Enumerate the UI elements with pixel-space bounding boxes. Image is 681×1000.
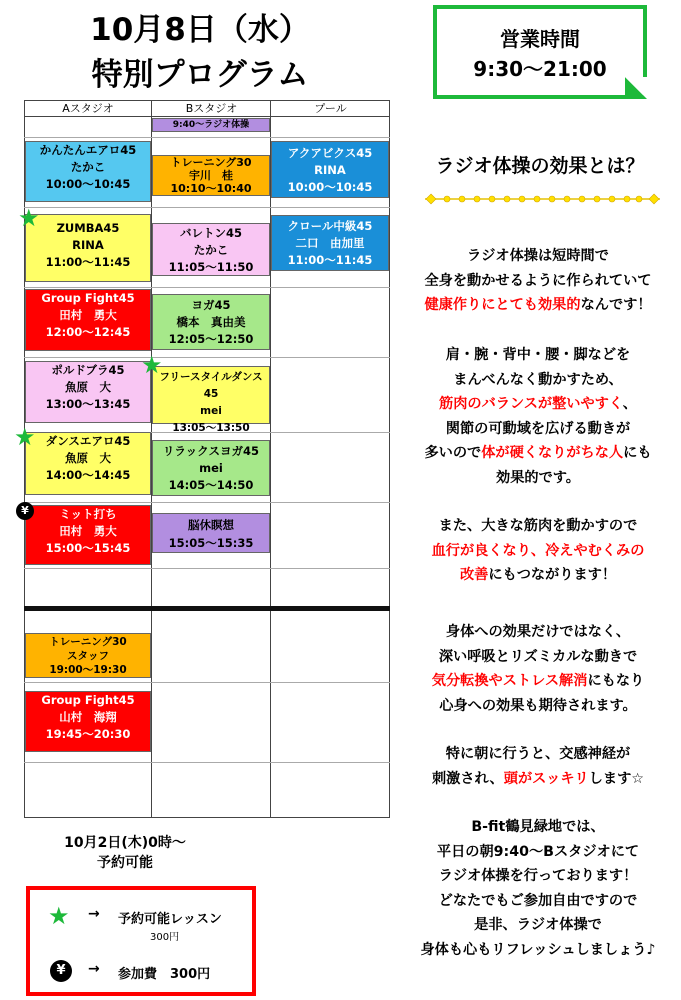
highlight-text: 筋肉のバランスが整いやすく bbox=[439, 396, 623, 412]
article-line: 関節の可動域を広げる動きが bbox=[445, 420, 631, 437]
article-text: 多いので bbox=[424, 445, 482, 461]
hours-time: 9:30〜21:00 bbox=[473, 57, 607, 81]
class-time: 19:00〜19:30 bbox=[49, 664, 127, 676]
yen-icon: ¥ bbox=[50, 960, 72, 982]
class-time: 14:00〜14:45 bbox=[45, 468, 131, 482]
article-line bbox=[388, 293, 681, 318]
article-line: 特に朝に行うと、交感神経が bbox=[445, 746, 631, 762]
hour-line bbox=[24, 502, 390, 503]
class-name: 脳休瞑想 bbox=[188, 518, 234, 532]
article-line: 心身への効果も期待されます。 bbox=[439, 697, 637, 714]
class-instructor: mei bbox=[200, 405, 222, 417]
article-line bbox=[388, 392, 681, 417]
article-line: 身体も心もリフレッシュしましょう♪ bbox=[420, 941, 656, 958]
legend-box bbox=[26, 886, 256, 996]
hour-line bbox=[24, 357, 390, 358]
article-line: ラジオ体操は短時間で bbox=[467, 248, 609, 264]
hours-title: 営業時間 bbox=[500, 27, 580, 51]
booking-line: 10月2日(木)0時〜 bbox=[64, 835, 186, 851]
highlight-text: 気分転換やストレス解消 bbox=[431, 673, 588, 689]
article-paragraph bbox=[388, 620, 681, 718]
class-time: 10:00〜10:45 bbox=[45, 177, 131, 191]
class-instructor: RINA bbox=[72, 238, 104, 252]
class-name: ヨガ45 bbox=[191, 298, 231, 312]
class-name: アクアビクス45 bbox=[287, 146, 373, 160]
booking-line: 予約可能 bbox=[97, 855, 153, 871]
class-time: 11:05〜11:50 bbox=[168, 260, 254, 274]
article-line bbox=[388, 669, 681, 694]
class-instructor: 魚原 大 bbox=[65, 380, 111, 394]
highlight-text: 血行が良くなり、冷えやむくみの bbox=[431, 542, 645, 559]
class-card[interactable] bbox=[25, 214, 151, 282]
class-time: 15:05〜15:35 bbox=[168, 536, 254, 550]
business-hours-box bbox=[433, 5, 647, 99]
class-name: フリースタイルダンス45 bbox=[159, 371, 263, 400]
article-text: にもなり bbox=[587, 673, 645, 689]
article-paragraph bbox=[388, 244, 681, 318]
legend-reservable-price: 300円 bbox=[150, 932, 180, 943]
hour-line bbox=[24, 682, 390, 683]
class-time: 12:00〜12:45 bbox=[45, 325, 131, 339]
column-header-b-studio: Bスタジオ bbox=[152, 100, 271, 117]
class-time: 14:05〜14:50 bbox=[168, 478, 254, 492]
article-line: どなたでもご参加自由ですので bbox=[438, 892, 638, 909]
hour-line bbox=[24, 207, 390, 208]
page-curl-cutout bbox=[625, 77, 647, 99]
legend-fee-label: 参加費 300円 bbox=[118, 967, 211, 982]
article-title: ラジオ体操の効果とは？ bbox=[435, 155, 645, 177]
highlight-text: 改善 bbox=[459, 567, 489, 583]
article-line: 効果的です。 bbox=[496, 469, 580, 486]
class-card[interactable] bbox=[25, 141, 151, 202]
class-instructor: 田村 勇大 bbox=[59, 308, 117, 322]
star-icon: ★ bbox=[141, 351, 163, 379]
class-instructor: RINA bbox=[314, 163, 346, 177]
column-header-a-studio: Aスタジオ bbox=[24, 100, 152, 117]
hour-line bbox=[24, 287, 390, 288]
article-text: 、 bbox=[622, 396, 637, 412]
class-instructor: たかこ bbox=[70, 160, 106, 174]
evening-separator bbox=[24, 606, 390, 611]
article-text: にもつながります！ bbox=[488, 567, 617, 583]
class-instructor: 田村 勇大 bbox=[59, 524, 117, 538]
article-text: にも bbox=[623, 445, 652, 461]
class-name: バレトン45 bbox=[179, 226, 242, 240]
highlight-text: 頭がスッキリ bbox=[503, 770, 589, 787]
article-paragraph bbox=[388, 343, 681, 490]
class-card[interactable] bbox=[152, 155, 270, 196]
article-paragraph bbox=[388, 742, 681, 791]
article-paragraph bbox=[388, 815, 681, 962]
article-text: なんです！ bbox=[580, 297, 652, 313]
class-instructor: 山村 海翔 bbox=[59, 710, 117, 724]
class-name: ダンスエアロ45 bbox=[45, 434, 131, 448]
highlight-text: 健康作りにとても効果的 bbox=[424, 297, 581, 313]
article-line bbox=[388, 441, 681, 466]
class-name: かんたんエアロ45 bbox=[39, 143, 137, 157]
class-card[interactable] bbox=[25, 432, 151, 495]
class-name: Group Fight45 bbox=[41, 693, 135, 707]
class-time: 10:10〜10:40 bbox=[170, 182, 252, 195]
class-card[interactable] bbox=[25, 505, 151, 565]
class-card[interactable] bbox=[152, 223, 270, 276]
class-name: トレーニング30 bbox=[170, 156, 252, 169]
yen-icon: ¥ bbox=[16, 502, 34, 520]
article-line: 平日の朝9:40〜Bスタジオにて bbox=[436, 843, 640, 860]
class-card[interactable] bbox=[271, 215, 389, 271]
class-card[interactable] bbox=[25, 691, 151, 752]
class-card[interactable] bbox=[25, 633, 151, 678]
article-line: 身体への効果だけではなく、 bbox=[445, 624, 631, 640]
class-time: 10:00〜10:45 bbox=[287, 180, 373, 194]
class-instructor: 二口 由加里 bbox=[295, 236, 365, 250]
arrow-icon: → bbox=[88, 906, 100, 922]
page-subtitle: 特別プログラム bbox=[91, 57, 309, 93]
class-name: ZUMBA45 bbox=[56, 221, 120, 235]
class-name: Group Fight45 bbox=[41, 291, 135, 305]
class-card[interactable] bbox=[152, 440, 270, 496]
class-time: 19:45〜20:30 bbox=[45, 727, 131, 741]
class-time: 11:00〜11:45 bbox=[45, 255, 131, 269]
hour-line bbox=[24, 762, 390, 763]
class-time: 12:05〜12:50 bbox=[168, 332, 254, 346]
class-name: ポルドブラ45 bbox=[51, 363, 125, 377]
article-text: します☆ bbox=[588, 770, 645, 787]
dotted-divider bbox=[425, 193, 660, 205]
booking-note bbox=[30, 833, 220, 873]
class-name: ミット打ち bbox=[59, 507, 117, 521]
class-time: 15:00〜15:45 bbox=[45, 541, 131, 555]
class-card[interactable] bbox=[152, 513, 270, 553]
star-icon: ★ bbox=[14, 423, 36, 451]
star-icon: ★ bbox=[18, 204, 40, 232]
hour-line bbox=[24, 137, 390, 138]
class-card[interactable] bbox=[271, 141, 389, 198]
class-card[interactable] bbox=[152, 294, 270, 350]
legend-reservable-label: 予約可能レッスン bbox=[118, 912, 222, 927]
class-instructor: mei bbox=[199, 461, 223, 475]
article-line: また、大きな筋肉を動かすので bbox=[438, 518, 638, 534]
article-line: 是非、ラジオ体操で bbox=[474, 917, 602, 933]
article-line: 全身を動かせるように作られていて bbox=[424, 272, 652, 289]
highlight-text: 体が硬くなりがちな人 bbox=[481, 445, 624, 461]
class-card[interactable] bbox=[152, 366, 270, 434]
class-name: リラックスヨガ45 bbox=[162, 444, 260, 458]
arrow-icon: → bbox=[88, 961, 100, 977]
radio-exercise-bar: 9:40〜ラジオ体操 bbox=[152, 118, 270, 132]
star-icon: ★ bbox=[48, 902, 70, 930]
article-line: ラジオ体操を行っております！ bbox=[438, 868, 638, 884]
article-line: B-fit鶴見緑地では、 bbox=[471, 819, 605, 835]
class-name: トレーニング30 bbox=[49, 636, 127, 648]
class-instructor: 魚原 大 bbox=[65, 451, 111, 465]
article-line bbox=[388, 767, 681, 792]
article-line bbox=[388, 563, 681, 588]
article-text: 刺激され、 bbox=[431, 770, 504, 787]
class-time: 11:00〜11:45 bbox=[287, 253, 373, 267]
class-instructor: 宇川 桂 bbox=[189, 169, 233, 182]
class-card[interactable] bbox=[25, 289, 151, 351]
class-instructor: 橋本 真由美 bbox=[176, 315, 246, 329]
article-paragraph bbox=[388, 514, 681, 588]
article-line: 肩・腕・背中・腰・脚などを bbox=[445, 347, 631, 363]
hour-line bbox=[24, 568, 390, 569]
column-header-pool: プール bbox=[271, 100, 390, 117]
class-time: 13:00〜13:45 bbox=[45, 397, 131, 411]
class-instructor: たかこ bbox=[193, 243, 229, 257]
article-line: まんべんなく動かすため、 bbox=[453, 371, 623, 388]
article-line: 深い呼吸とリズミカルな動きで bbox=[438, 648, 638, 665]
class-card[interactable] bbox=[25, 361, 151, 423]
class-instructor: スタッフ bbox=[67, 650, 109, 662]
class-name: クロール中級45 bbox=[287, 219, 373, 233]
class-time: 13:05〜13:50 bbox=[172, 422, 250, 434]
page-date: 10月8日（水） bbox=[90, 12, 310, 48]
